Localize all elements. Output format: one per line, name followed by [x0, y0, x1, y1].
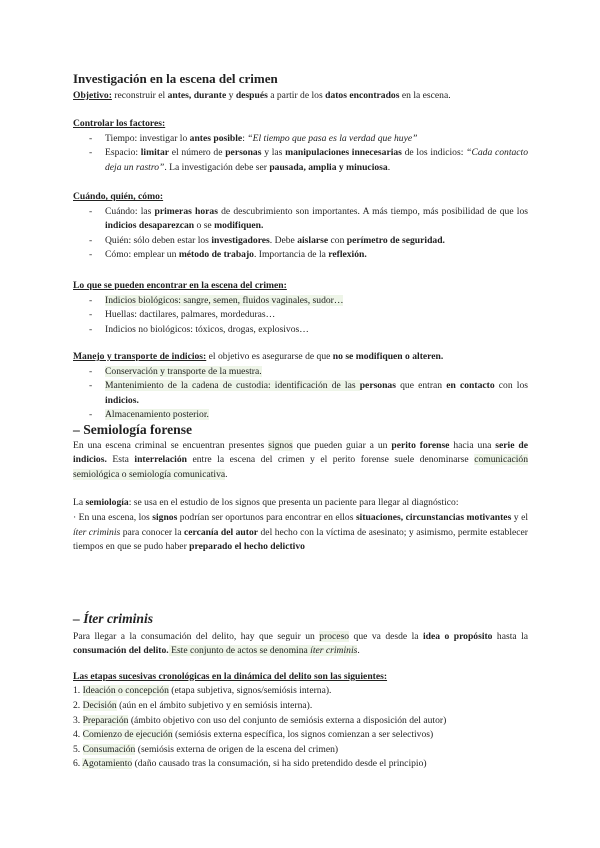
text: (daño causado tras la consumación, si ha sido pretendido desde el principio): [132, 758, 427, 770]
highlight: signos: [268, 439, 293, 451]
emphasis: personas: [225, 147, 262, 159]
text: .: [357, 645, 360, 657]
emphasis: manipulaciones innecesarias: [285, 147, 402, 159]
emphasis: indicios desaparezcan: [105, 220, 195, 232]
text: Cuándo: las: [105, 205, 155, 217]
text: podrían ser oportunos para encontrar en ellos: [177, 511, 356, 523]
text: y las: [261, 147, 286, 159]
emphasis: antes posible: [189, 132, 243, 144]
text: :: [242, 132, 248, 144]
emphasis: antes, durante: [167, 89, 227, 101]
highlight: Este conjunto de actos se denomina: [168, 645, 311, 657]
text: Para llegar a la consumación del delito, hay que seguir un: [73, 630, 320, 642]
list-item: [73, 308, 528, 323]
list-item: [73, 323, 528, 338]
item-number: 6.: [73, 758, 83, 770]
text: entre la escena del crimen y el perito forense suele denominarse: [186, 454, 475, 466]
emphasis: consumación del delito.: [73, 645, 169, 657]
highlight: Ideación o concepción: [82, 685, 169, 697]
text: que entran: [395, 380, 447, 392]
list-item: [73, 365, 528, 380]
emphasis: perito forense: [391, 439, 450, 451]
emphasis: cercanía del autor: [183, 526, 259, 538]
text: . Debe: [269, 234, 298, 246]
list-item: [73, 379, 528, 408]
emphasis: serie de indicios.: [73, 439, 528, 466]
text: Tiempo: investigar lo: [105, 132, 190, 144]
objetivo-line: [73, 89, 528, 104]
emphasis: interrelación: [134, 454, 187, 466]
text: de descubrimiento son importantes. A más tiempo, más posibilidad de que los: [217, 205, 528, 217]
paragraph: [73, 511, 528, 555]
objetivo-label: Objetivo:: [73, 89, 112, 101]
item-number: 3.: [73, 714, 83, 726]
text: Esta: [106, 454, 135, 466]
text: .: [387, 161, 391, 173]
section-heading: Cuándo, quién, cómo:: [73, 191, 164, 202]
emphasis: personas: [359, 380, 396, 392]
item-text: Huellas: dactilares, palmares, mordeduras…: [105, 309, 276, 321]
manejo-heading-line: [73, 350, 528, 365]
emphasis: idea o propósito: [423, 630, 493, 642]
list-item: [73, 714, 528, 729]
highlight: Comienzo de ejecución: [82, 729, 173, 741]
item-number: 2.: [73, 699, 83, 711]
text: que va desde la: [349, 630, 423, 642]
list-item: [73, 205, 528, 234]
list-item: [73, 294, 528, 309]
list-item: [73, 684, 528, 699]
emphasis: situaciones, circunstancias motivantes: [355, 511, 512, 523]
emphasis: perímetro de seguridad.: [346, 234, 445, 246]
item-text: Almacenamiento posterior.: [105, 409, 209, 421]
item-number: 4.: [73, 729, 83, 741]
highlight: proceso: [319, 630, 350, 642]
manejo-section: [73, 350, 528, 423]
emphasis: reflexión.: [328, 249, 367, 261]
text: Mantenimiento de la cadena de custodia: identificación de las: [105, 380, 360, 392]
text: Cómo: emplear un: [105, 249, 179, 261]
emphasis: primeras horas: [154, 205, 218, 217]
emphasis: modifiquen.: [214, 220, 264, 232]
emphasis: limitar: [140, 147, 170, 159]
text: · En una escena, los: [73, 511, 153, 523]
section-heading: Manejo y transporte de indicios:: [73, 351, 207, 362]
italic-term: íter criminis: [310, 645, 358, 657]
document-title-block: [73, 72, 528, 103]
highlight: Decisión: [82, 699, 117, 711]
italic-term: íter criminis: [73, 526, 121, 538]
text: (ámbito objetivo con uso del conjunto de semiósis externa a disposición del autor): [128, 714, 447, 726]
text: (etapa subjetiva, signos/semiósis interna).: [168, 685, 332, 697]
paragraph: [73, 630, 528, 659]
text: Quién: sólo deben estar los: [105, 234, 212, 246]
section-heading: Controlar los factores:: [73, 118, 166, 129]
section-heading: Las etapas sucesivas cronológicas en la dinámica del delito son las siguientes:: [73, 670, 388, 682]
section-title: – Semiología forense: [73, 422, 193, 437]
text: o se: [194, 220, 215, 232]
emphasis: aislarse: [297, 234, 329, 246]
text: a partir de los: [267, 89, 326, 101]
emphasis: indicios.: [105, 394, 139, 406]
etapas-list: [73, 684, 528, 772]
emphasis: semiología: [85, 497, 129, 509]
text: (semiósis externa de origen de la escena del crimen): [135, 743, 339, 755]
text: En una escena criminal se encuentran presentes: [73, 439, 269, 451]
text: hacia una: [449, 439, 496, 451]
item-text: Indicios biológicos: sangre, semen, fluidos vaginales, sudor…: [105, 294, 344, 306]
item-number: 1.: [73, 685, 83, 697]
semiologia-section: [73, 423, 528, 555]
text: para conocer la: [120, 526, 184, 538]
text: reconstruir el: [111, 89, 168, 101]
iter-section: [73, 612, 528, 772]
highlight: Consumación: [82, 743, 136, 755]
cuando-section: [73, 190, 528, 263]
highlight: comunicación semiológica o semiología comunicativa: [73, 454, 528, 480]
paragraph: [73, 439, 528, 483]
list-item: [73, 234, 528, 249]
highlight: Preparación: [82, 714, 129, 726]
text: hasta la: [492, 630, 529, 642]
emphasis: no se modifiquen o alteren.: [332, 351, 444, 362]
encontrar-section: [73, 279, 528, 337]
emphasis: pausada, amplia y minuciosa: [269, 161, 388, 173]
text: : se usa en el estudio de los signos que presenta un paciente para llegar al diagnóstico:: [128, 497, 459, 509]
emphasis: después: [235, 89, 268, 101]
text: .: [225, 468, 228, 480]
list-item: [73, 743, 528, 758]
text: y el: [511, 511, 528, 523]
emphasis: signos: [152, 511, 178, 523]
list-item: [73, 728, 528, 743]
item-number: 5.: [73, 743, 83, 755]
text: Espacio:: [105, 147, 141, 159]
quote: “Cada contacto deja un rastro”: [105, 147, 528, 173]
emphasis: investigadores: [211, 234, 270, 246]
list-item: [73, 757, 528, 772]
text: . Importancia de la: [253, 249, 329, 261]
list-item: [73, 408, 528, 423]
text: . La investigación debe ser: [164, 161, 270, 173]
text: con los: [494, 380, 528, 392]
list-item: [73, 699, 528, 714]
page-title: Investigación en la escena del crimen: [73, 71, 278, 86]
text: que pueden guiar a un: [292, 439, 392, 451]
section-title: – Íter criminis: [73, 611, 154, 626]
text: (aún en el ámbito subjetivo y en semiósis interna).: [116, 699, 313, 711]
text: con: [328, 234, 347, 246]
text: el objetivo es asegurarse de que: [206, 351, 333, 362]
quote: “El tiempo que pasa es la verdad que huye”: [247, 132, 418, 144]
text: el número de: [169, 147, 226, 159]
highlight: Agotamiento: [82, 758, 133, 770]
paragraph: [73, 496, 528, 511]
text: de los indicios:: [401, 147, 467, 159]
item-text: Conservación y transporte de la muestra.: [105, 365, 262, 377]
text: y: [226, 89, 236, 101]
section-heading: Lo que se pueden encontrar en la escena del crimen:: [73, 280, 287, 291]
controlar-section: [73, 117, 528, 175]
list-item: [73, 132, 528, 147]
emphasis: datos encontrados: [325, 89, 400, 101]
text: del hecho con la víctima de asesinato; y asimismo, permite establecer tiempos en que se pudo haber: [73, 526, 528, 553]
list-item: [73, 248, 528, 263]
item-text: Indicios no biológicos: tóxicos, drogas, explosivos…: [105, 323, 309, 335]
list-item: [73, 146, 528, 175]
text: La: [73, 497, 86, 509]
text: (semiósis externa específica, los signos comienzan a ser selectivos): [172, 729, 434, 741]
emphasis: en contacto: [446, 380, 495, 392]
text: en la escena.: [399, 89, 451, 101]
emphasis: preparado el hecho delictivo: [189, 541, 305, 553]
emphasis: método de trabajo: [178, 249, 254, 261]
